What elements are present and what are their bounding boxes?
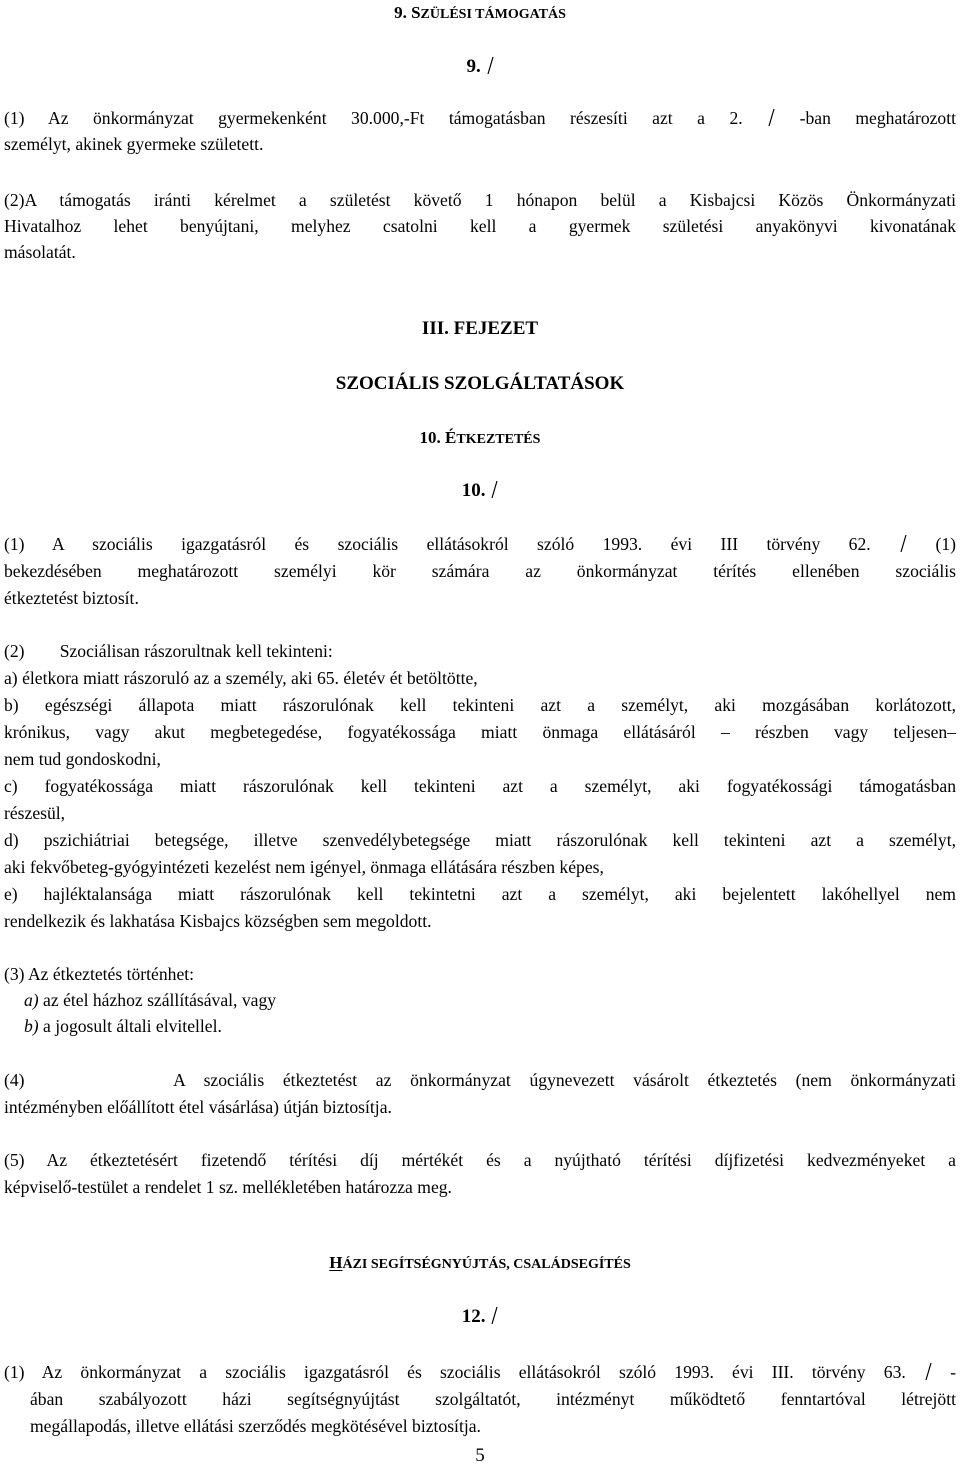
sec12-para1-line1-a: (1) Az önkormányzat a szociális igazgatásról és szociális ellátásokról szóló 1993. évi III. törvény 63. [4,1362,906,1382]
sec10-para2-d1: d) pszichiátriai betegsége, illetve szenvedélybetegsége miatt rászorulónak kell tekinteni azt a személyt, [4,830,956,850]
sec10-para3-line1: (3) Az étkeztetés történhet: [4,964,195,984]
sec12-para1-line1 [4,1361,956,1383]
section-9-title [0,3,960,23]
section-10-number [0,480,960,502]
chapter-title: III. FEJEZET [421,318,539,339]
sec9-para2-line2: Hivatalhoz lehet benyújtani, melyhez csatolni kell a gyermek születési anyakönyvi kivonatának [4,216,956,236]
sec9-para1-line1-a: (1) Az önkormányzat gyermekenként 30.000,-Ft támogatásban részesíti azt a 2. [4,108,743,128]
section-12-number [0,1306,960,1328]
section-10-title [0,428,960,448]
section-9-title-cap: 9. S [394,3,421,22]
section-9-number [0,56,960,78]
sec10-para3-a [24,989,956,1011]
sec9-para1-line2: személyt, akinek gyermeke született. [4,134,264,154]
sec9-para2-line3: másolatát. [4,242,76,262]
sec10-para2-b2: krónikus, vagy akut megbetegedése, fogyatékossága miatt önmaga ellátásáról – részben vagy teljesen– [4,722,956,742]
sec9-para1-line1-b: -ban meghatározott [799,108,956,128]
sec10-para1-line2: bekezdésében meghatározott személyi kör számára az önkormányzat térítés ellenében szociális [4,561,956,581]
sec10-para3-b-label: b) [24,1016,39,1036]
sec9-para1-line1 [4,107,956,129]
sec10-para2-b1: b) egészségi állapota miatt rászorulónak kell tekinteni azt a személyt, aki mozgásában korlátozott, [4,695,956,715]
section-sign-icon [924,1362,932,1381]
sec10-para2-e2: rendelkezik és lakhatása Kisbajcs községben sem megoldott. [4,911,432,931]
sec10-para2-c1: c) fogyatékossága miatt rászorulónak kell tekinteni azt a személyt, aki fogyatékossági támogatásban [4,776,956,796]
sec12-para1-line1-b: - [950,1362,957,1382]
section-12-title [0,1253,960,1273]
sec10-para1-line1-a: (1) A szociális igazgatásról és szociális ellátásokról szóló 1993. évi III törvény 62. [4,534,871,554]
sec10-para2-b3: nem tud gondoskodni, [4,749,161,769]
section-sign-icon [767,108,775,127]
page-number: 5 [475,1445,485,1466]
sec10-para2-a: a) életkora miatt rászoruló az a személy, aki 65. életév ét betöltötte, [4,668,478,688]
sec10-para3-b [24,1015,956,1037]
chapter-subtitle: SZOCIÁLIS SZOLGÁLTATÁSOK [335,373,625,394]
sec10-para4-line1: (4) A szociális étkeztetést az önkormányzat úgynevezett vásárolt étkeztetés (nem önkormányzati [4,1070,956,1090]
sec10-para3-a-label: a) [24,990,39,1010]
sec10-para3-b-text: a jogosult általi elvitellel. [38,1016,222,1036]
section-12-number-text: 12. [461,1306,486,1327]
section-10-number-text: 10. [461,480,486,501]
sec10-para5-line2: képviselő-testület a rendelet 1 sz. mellékletében határozza meg. [4,1177,452,1197]
section-12-title-cap: H [329,1253,343,1272]
sec10-para1-line1-b: (1) [935,534,956,554]
sec10-para2-d2: aki fekvőbeteg-gyógyintézeti kezelést nem igényel, önmaga ellátására részben képes, [4,857,604,877]
section-sign-icon [486,56,494,75]
sec12-para1-line3: megállapodás, illetve ellátási szerződés megkötésével biztosítja. [30,1416,481,1436]
section-sign-icon [490,1306,498,1325]
section-10-title-cap: 10. É [419,428,457,447]
section-12-title-rest: ÁZI SEGÍTSÉGNYÚJTÁS, CSALÁDSEGÍTÉS [342,1257,631,1272]
sec10-para5-line1: (5) Az étkeztetésért fizetendő térítési díj mértékét és a nyújtható térítési díjfizetési kedvezményeket a [4,1150,956,1170]
section-9-number-text: 9. [466,56,481,77]
sec10-para3-a-text: az étel házhoz szállításával, vagy [38,990,277,1010]
section-sign-icon [490,480,498,499]
sec10-para1-line3: étkeztetést biztosít. [4,588,139,608]
sec10-para1-line1 [4,533,956,555]
section-10-title-rest: TKEZTETÉS [456,432,541,447]
sec10-para2-e1: e) hajléktalansága miatt rászorulónak kell tekintetni azt a személyt, aki bejelentett lakóhellyel nem [4,884,956,904]
sec10-para2-c2: részesül, [4,803,66,823]
sec9-para2-line1: (2)A támogatás iránti kérelmet a születést követő 1 hónapon belül a Kisbajcsi Közös Önkormányzati [4,190,956,210]
section-sign-icon [899,534,907,553]
sec10-para2-line1: (2) Szociálisan rászorultnak kell tekinteni: [4,641,333,661]
section-9-title-rest: ZÜLÉSI TÁMOGATÁS [420,7,566,22]
sec12-para1-line2: ában szabályozott házi segítségnyújtást szolgáltatót, intézményt működtető fenntartóval létrejött [30,1389,956,1409]
sec10-para4-line2: intézményben előállított étel vásárlása) útján biztosítja. [4,1097,392,1117]
